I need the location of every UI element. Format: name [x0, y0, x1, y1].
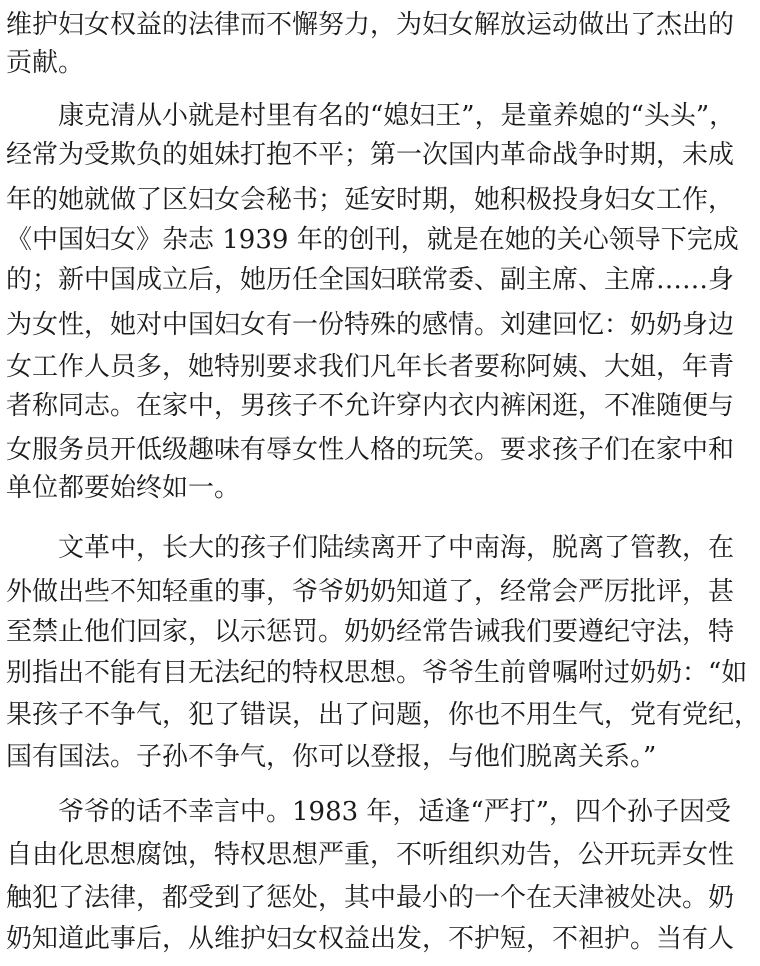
text-line: 维护妇女权益的法律而不懈努力，为妇女解放运动做出了杰出的	[6, 10, 735, 40]
text-line: 者称同志。在家中，男孩子不允许穿内衣内裤闲逛，不准随便与	[6, 391, 735, 421]
text-line: 文革中，长大的孩子们陆续离开了中南海，脱离了管教，在	[6, 533, 735, 563]
text-line: 触犯了法律，都受到了惩处，其中最小的一个在天津被处决。奶	[6, 883, 735, 913]
text-line: 爷爷的话不幸言中。1983 年，适逢“严打”，四个孙子因受	[6, 797, 732, 827]
text-line: 康克清从小就是村里有名的“媳妇王”，是童养媳的“头头”，	[6, 101, 736, 131]
text-line: 果孩子不争气，犯了错误，出了问题，你也不用生气，党有党纪，	[6, 700, 760, 730]
text-line: 外做出些不知轻重的事，爷爷奶奶知道了，经常会严厉批评，甚	[6, 577, 735, 607]
text-line: 女服务员开低级趣味有辱女性人格的玩笑。要求孩子们在家中和	[6, 435, 735, 465]
text-line: 别指出不能有目无法纪的特权思想。爷爷生前曾嘱咐过奶奶：“如	[6, 658, 748, 688]
text-line: 为女性，她对中国妇女有一份特殊的感情。刘建回忆：奶奶身边	[6, 310, 735, 340]
text-line: 奶知道此事后，从维护妇女权益出发，不护短，不袒护。当有人	[6, 924, 735, 954]
text-line: 女工作人员多，她特别要求我们凡年长者要称阿姨、大姐，年青	[6, 352, 735, 382]
text-line: 《中国妇女》杂志 1939 年的创刊，就是在她的关心领导下完成	[6, 225, 739, 255]
text-line: 至禁止他们回家，以示惩罚。奶奶经常告诫我们要遵纪守法，特	[6, 617, 735, 647]
text-line: 经常为受欺负的姐妹打抱不平；第一次国内革命战争时期，未成	[6, 140, 735, 170]
text-line: 贡献。	[6, 48, 85, 78]
text-line: 年的她就做了区妇女会秘书；延安时期，她积极投身妇女工作，	[6, 185, 735, 215]
text-line: 单位都要始终如一。	[6, 473, 241, 503]
text-line: 自由化思想腐蚀，特权思想严重，不听组织劝告，公开玩弄女性	[6, 840, 735, 870]
text-line: 国有国法。子孙不争气，你可以登报，与他们脱离关系。”	[6, 742, 657, 772]
text-line: 的；新中国成立后，她历任全国妇联常委、副主席、主席……身	[6, 265, 735, 295]
